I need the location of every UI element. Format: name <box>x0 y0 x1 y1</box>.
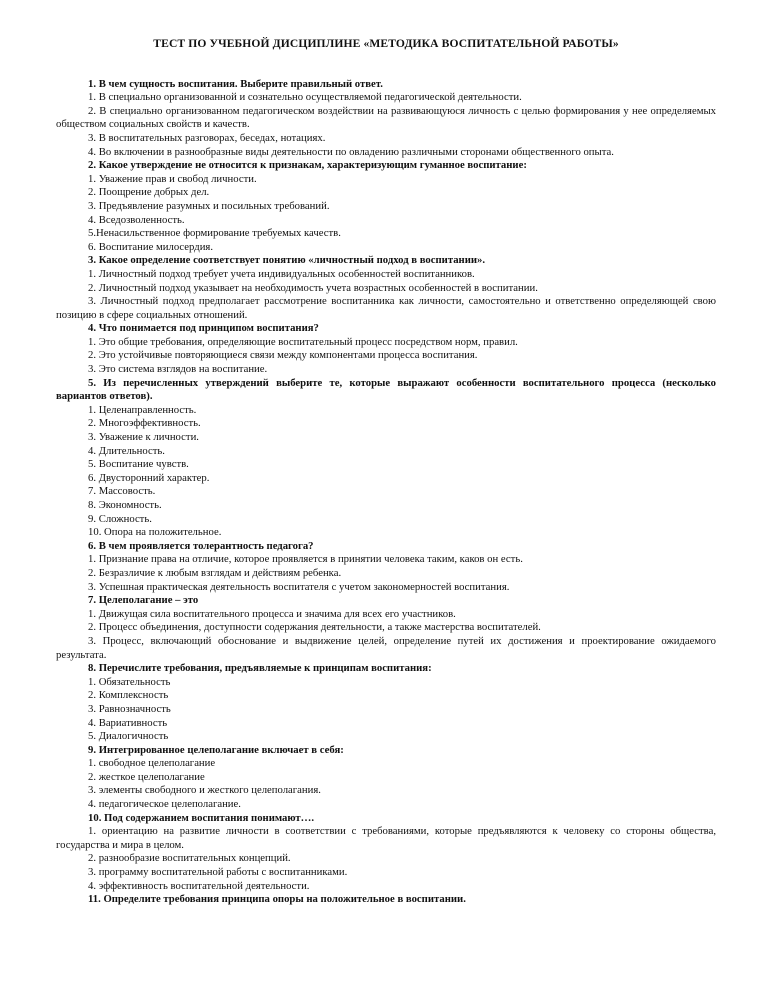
answer-option: 2. В специально организованном педагогическом воздействии на развивающуюся личность с целью формирования у нее определяемых обществом социальных свойств и качеств. <box>56 104 716 131</box>
answer-option: 2. жесткое целеполагание <box>88 770 205 783</box>
answer-option: 2. Многоэффективность. <box>88 417 201 430</box>
question-text: 3. Какое определение соответствует понятию «личностный подход в воспитании». <box>88 254 486 267</box>
answer-option: 3. Личностный подход предполагает рассмотрение воспитанника как личности, самостоятельно и ответственно определяющей свою позицию в сфере социальных отношений. <box>56 295 716 321</box>
answer-option: 4. Вариативность <box>88 716 168 729</box>
answer-option: 4. Вседозволенность. <box>88 213 185 226</box>
question-block <box>56 812 716 894</box>
answer-option: 2. Комплексность <box>88 689 169 702</box>
answer-option: 4. Длительность. <box>88 444 165 457</box>
answer-option: 9. Сложность. <box>88 512 152 525</box>
answer-option: 4. Во включении в разнообразные виды деятельности по овладению различными сторонами общественного опыта. <box>88 145 614 158</box>
question-block <box>56 159 716 254</box>
answer-option: 3. Равнозначность <box>88 702 171 715</box>
question-text: 9. Интегрированное целеполагание включает в себя: <box>88 743 344 756</box>
question-block <box>56 254 716 322</box>
answer-option: 3. Это система взглядов на воспитание. <box>88 363 268 376</box>
answer-option: 1. ориентацию на развитие личности в соответствии с требованиями, которые предъявляются к человеку со стороны общества, государства и мира в целом. <box>56 825 716 851</box>
answer-option: 1. Обязательность <box>88 675 171 688</box>
answer-option: 3. Успешная практическая деятельность воспитателя с учетом закономерностей воспитания. <box>88 580 510 593</box>
question-text: 7. Целеполагание – это <box>88 594 199 607</box>
question-block <box>56 744 716 812</box>
answer-option: 2. Процесс объединения, доступности содержания деятельности, а также мастерства воспитателей. <box>88 621 541 634</box>
question-text: 11. Определите требования принципа опоры на положительное в воспитании. <box>88 893 466 906</box>
answer-option: 1. Это общие требования, определяющие воспитательный процесс посредством норм, правил. <box>88 335 518 348</box>
answer-option: 3. В воспитательных разговорах, беседах, нотациях. <box>88 131 326 144</box>
answer-option: 2. Безразличие к любым взглядам и действиям ребенка. <box>88 566 342 579</box>
answer-option: 8. Экономность. <box>88 499 162 511</box>
question-text: 2. Какое утверждение не относится к признакам, характеризующим гуманное воспитание: <box>88 159 527 172</box>
question-block <box>56 893 716 907</box>
question-block <box>56 78 716 160</box>
question-block <box>56 322 716 376</box>
question-text: 10. Под содержанием воспитания понимают…. <box>88 811 315 824</box>
answer-option: 1. Движущая сила воспитательного процесса и значима для всех его участников. <box>88 607 456 620</box>
answer-option: 1. свободное целеполагание <box>88 757 216 770</box>
question-text: 1. В чем сущность воспитания. Выберите правильный ответ. <box>88 77 383 90</box>
answer-option: 3. элементы свободного и жесткого целеполагания. <box>88 784 321 797</box>
answer-option: 4. педагогическое целеполагание. <box>88 798 241 811</box>
answer-option: 3. Предъявление разумных и посильных требований. <box>88 199 330 212</box>
question-text: 4. Что понимается под принципом воспитания? <box>88 322 319 335</box>
answer-option: 3. Процесс, включающий обоснование и выдвижение целей, определение путей их достижения и проектирование ожидаемого результата. <box>56 634 716 661</box>
answer-option: 3. программу воспитательной работы с воспитанниками. <box>88 866 348 879</box>
answer-option: 1. Признание права на отличие, которое проявляется в принятии человека таким, каков он есть. <box>88 553 523 566</box>
answer-option: 3. Уважение к личности. <box>88 431 199 444</box>
answer-option: 5. Воспитание чувств. <box>88 458 189 471</box>
answer-option: 10. Опора на положительное. <box>88 526 222 539</box>
answer-option: 1. Личностный подход требует учета индивидуальных особенностей воспитанников. <box>88 267 475 280</box>
question-block <box>56 540 716 594</box>
answer-option: 2. разнообразие воспитательных концепций. <box>88 852 291 865</box>
answer-option: 1. Уважение прав и свобод личности. <box>88 172 257 185</box>
answer-option: 4. эффективность воспитательной деятельности. <box>88 879 310 892</box>
question-text: 6. В чем проявляется толерантность педагога? <box>88 539 314 552</box>
answer-option: 1. В специально организованной и сознательно осуществляемой педагогической деятельности. <box>88 91 522 104</box>
answer-option: 2. Поощрение добрых дел. <box>88 186 210 199</box>
question-block <box>56 662 716 744</box>
answer-option: 6. Воспитание милосердия. <box>88 240 213 253</box>
question-block <box>56 377 716 540</box>
answer-option: 5.Ненасильственное формирование требуемых качеств. <box>88 227 341 240</box>
answer-option: 7. Массовость. <box>88 485 156 498</box>
question-block <box>56 594 716 662</box>
question-text: 8. Перечислите требования, предъявляемые к принципам воспитания: <box>88 662 432 675</box>
answer-option: 6. Двусторонний характер. <box>88 471 210 484</box>
document-title: ТЕСТ ПО УЧЕБНОЙ ДИСЦИПЛИНЕ «МЕТОДИКА ВОСПИТАТЕЛЬНОЙ РАБОТЫ» <box>153 37 619 50</box>
answer-option: 1. Целенаправленность. <box>88 403 197 416</box>
answer-option: 2. Личностный подход указывает на необходимость учета возрастных особенностей в воспитании. <box>88 281 538 294</box>
answer-option: 2. Это устойчивые повторяющиеся связи между компонентами процесса воспитания. <box>88 349 478 362</box>
question-text: 5. Из перечисленных утверждений выберите те, которые выражают особенности воспитательного процесса (несколько вариантов ответов). <box>56 376 716 403</box>
answer-option: 5. Диалогичность <box>88 730 169 743</box>
question-list <box>56 78 716 907</box>
